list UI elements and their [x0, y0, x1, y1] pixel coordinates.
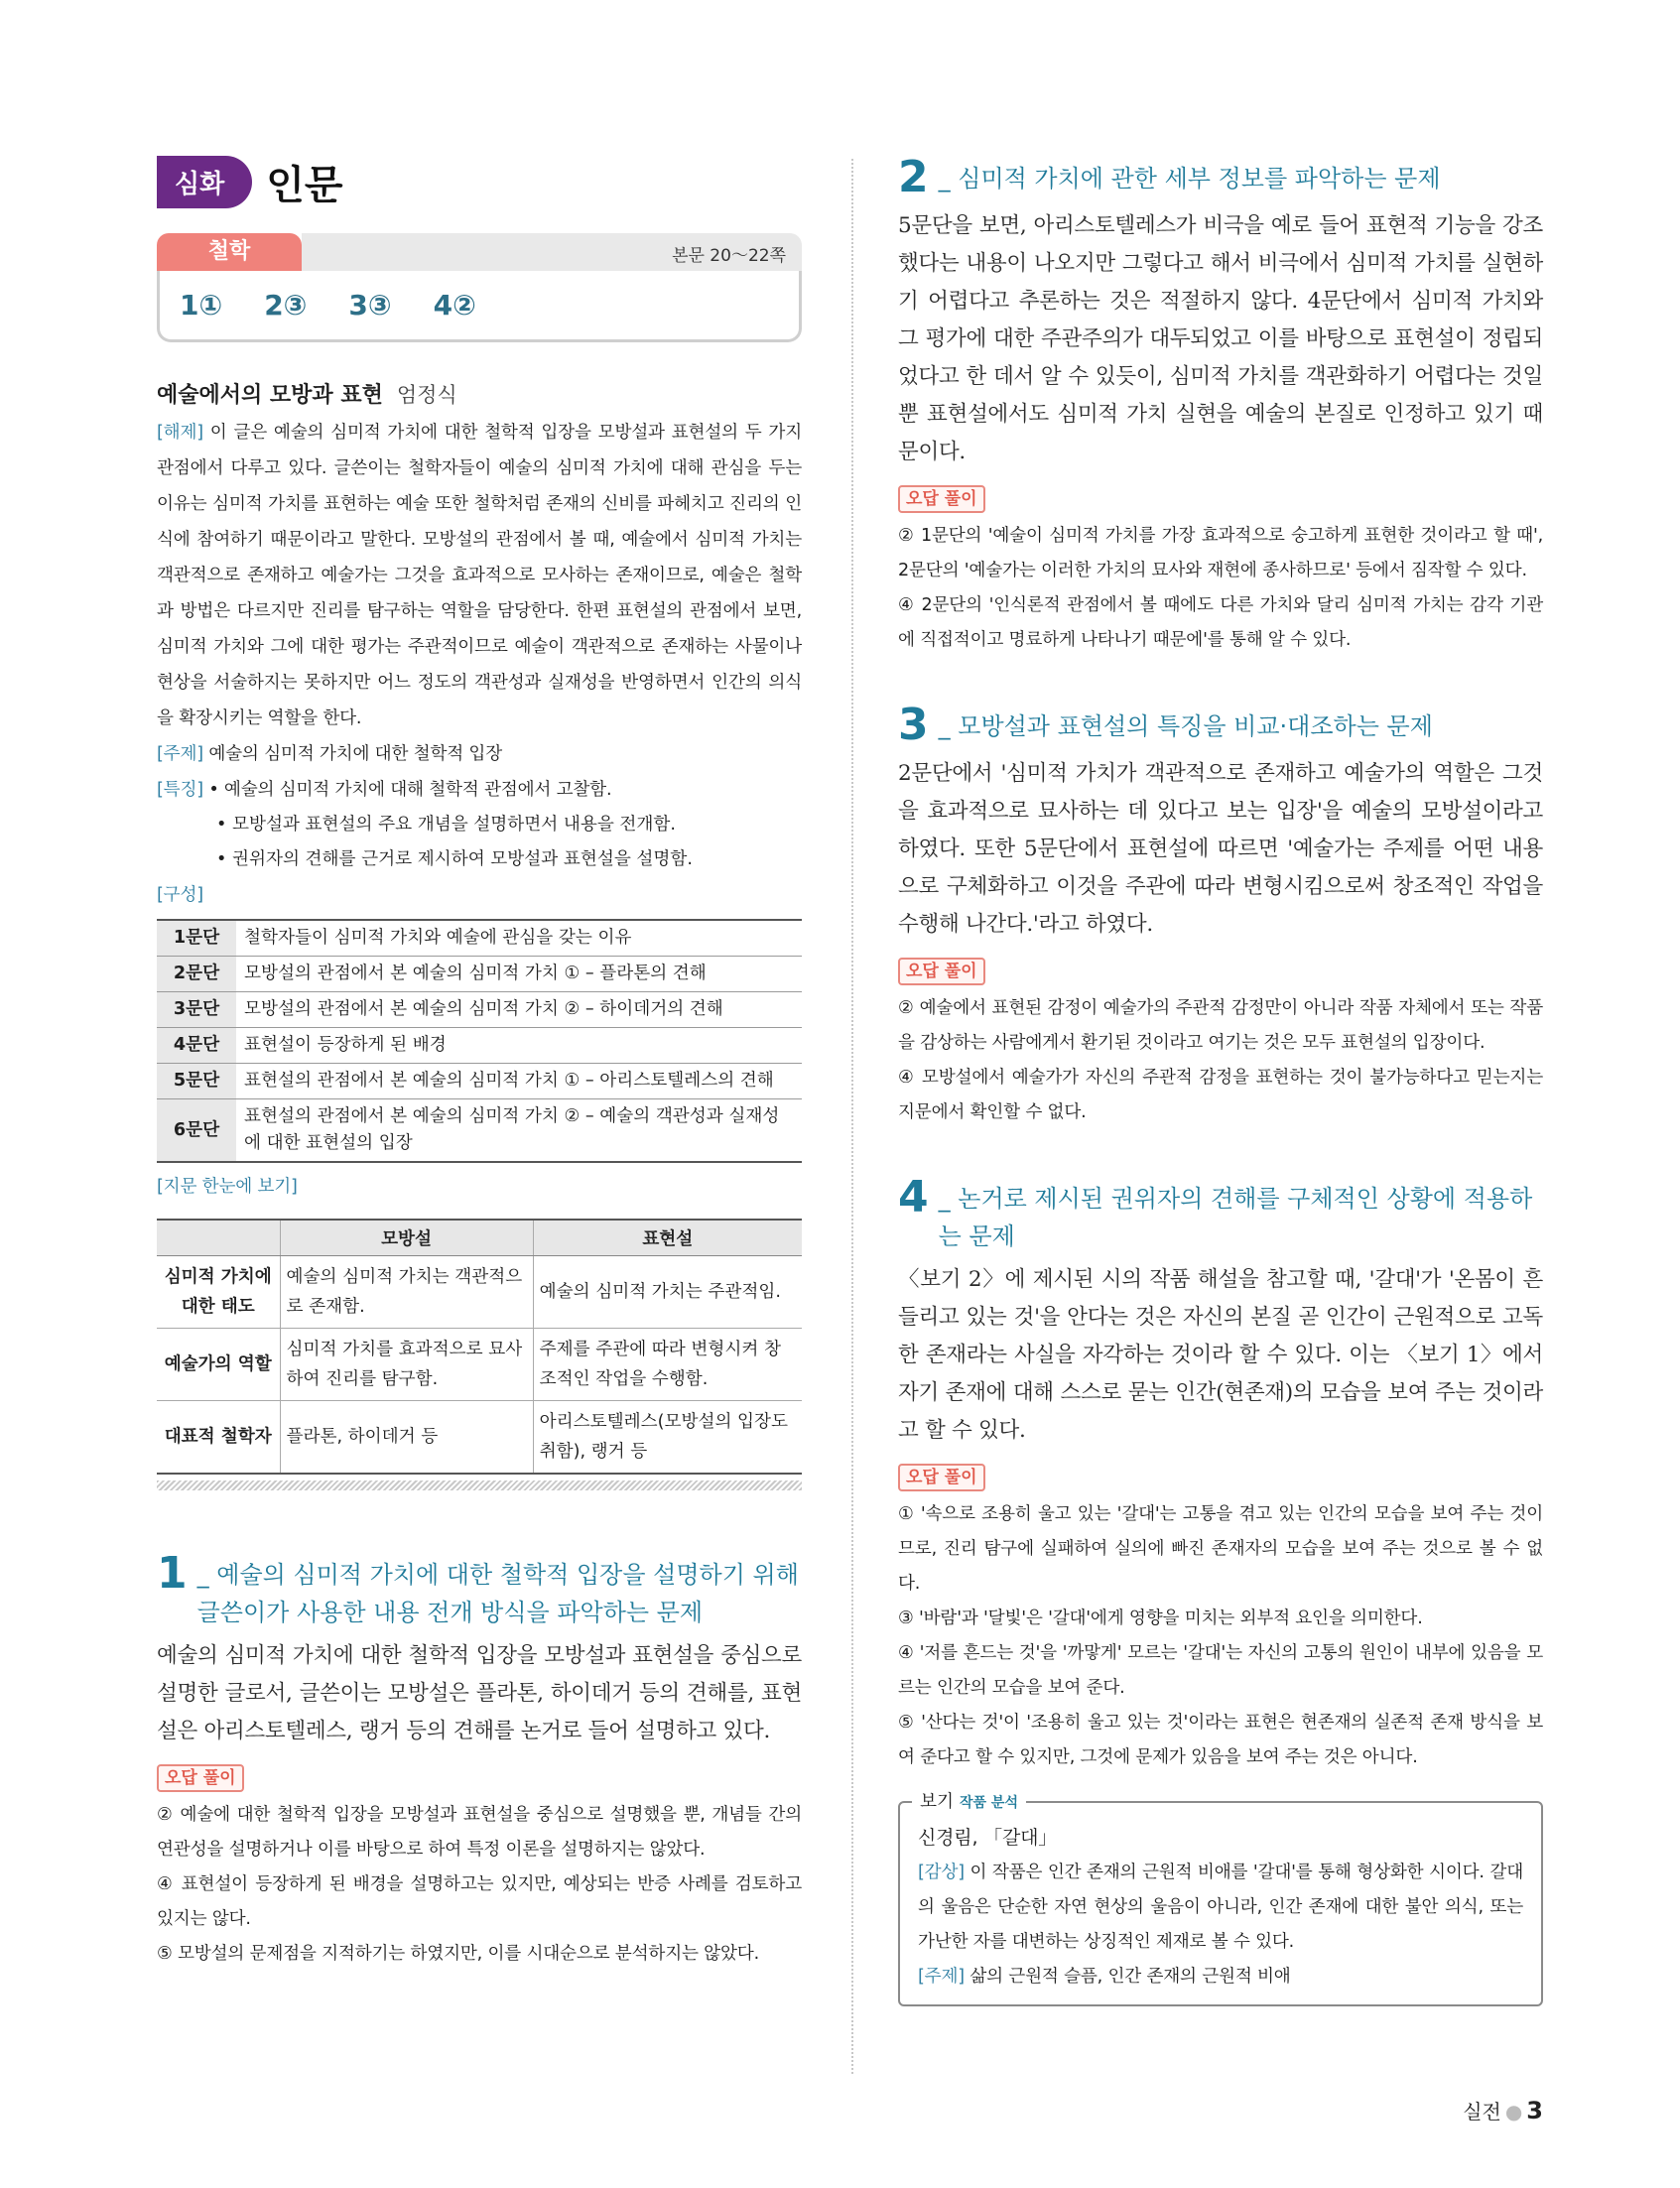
haeje-tag: [해제] [157, 423, 203, 443]
table-cell: 예술의 심미적 가치는 주관적임. [533, 1255, 802, 1328]
juje-text: 예술의 심미적 가치에 대한 철학적 입장 [208, 744, 503, 764]
table-row [157, 957, 802, 992]
question-number: 3 [898, 700, 929, 750]
odab-item: ② 1문단의 '예술이 심미적 가치를 가장 효과적으로 숭고하게 표현한 것이라고 할 때', 2문단의 '예술가는 이러한 가치의 묘사와 재현에 종사하므로' 등에서 짐작할 수 있다. [898, 526, 1543, 580]
question-title: _ 심미적 가치에 관한 세부 정보를 파악하는 문제 [938, 165, 1441, 193]
gusung-line [157, 877, 802, 913]
table-header: 모방설 [280, 1220, 533, 1255]
table-cell: 심미적 가치를 효과적으로 묘사하여 진리를 탐구함. [280, 1328, 533, 1400]
haeje-paragraph [157, 415, 802, 736]
row-header: 대표적 철학자 [157, 1400, 280, 1474]
table-row [157, 1028, 802, 1064]
question-3-body: 2문단에서 '심미적 가치가 객관적으로 존재하고 예술가의 역할은 그것을 효과적으로 묘사하는 데 있다고 보는 입장'을 예술의 모방설이라고 하였다. 또한 5문단에서 표현설에 따르면 '예술가는 주제를 어떤 내용으로 구체화하고 이것을 주관에 따라 변형시킴으로써 창조적인 작업을 수행해 나간다.'라고 하였다. [898, 761, 1543, 937]
table-header: 표현설 [533, 1220, 802, 1255]
level-pill: 심화 [157, 156, 252, 208]
table-cell: 5문단 [157, 1064, 236, 1099]
table-cell: 3문단 [157, 992, 236, 1028]
table-row [157, 1400, 802, 1474]
bogi-box [898, 1792, 1543, 2006]
bogi-work: 신경림, 「갈대」 [918, 1827, 1058, 1849]
table-cell: 1문단 [157, 920, 236, 957]
left-column [157, 154, 802, 1972]
bogi-juje-tag: [주제] [918, 1967, 965, 1987]
table-cell: 철학자들이 심미적 가치와 예술에 관심을 갖는 이유 [236, 920, 802, 957]
table-row [157, 1328, 802, 1400]
question-1-header [157, 1547, 802, 1631]
question-4-body: 〈보기 2〉에 제시된 시의 작품 해설을 참고할 때, '갈대'가 '온몸이 흔들리고 있는 것'을 안다는 것은 자신의 본질 곧 인간이 근원적으로 고독한 존재라는 사실을 자각하는 것이라 할 수 있다. 이는 〈보기 1〉에서 자기 존재에 대해 스스로 묻는 인간(현존재)의 모습을 보여 주는 것이라고 할 수 있다. [898, 1267, 1543, 1443]
table-header [157, 1220, 280, 1255]
question-title: _ 모방설과 표현설의 특징을 비교·대조하는 문제 [938, 712, 1433, 740]
overview-line [157, 1169, 802, 1205]
table-cell: 주제를 주관에 따라 변형시켜 창조적인 작업을 수행함. [533, 1328, 802, 1400]
haeje-text: 이 글은 예술의 심미적 가치에 대한 철학적 입장을 모방설과 표현설의 두 가지 관점에서 다루고 있다. 글쓴이는 철학자들이 예술의 심미적 가치에 대해 관심을 두는 이유는 심미적 가치를 표현하는 예술 또한 철학처럼 존재의 신비를 파헤치고 진리의 인식에 참여하기 때문이라고 말한다. 모방설의 관점에서 볼 때, 예술에서 심미적 가치는 객관적으로 존재하고 예술가는 그것을 효과적으로 모사하는 존재이므로, 예술은 철학과 방법은 다르지만 진리를 탐구하는 역할을 담당한다. 한편 표현설의 관점에서 보면, 심미적 가치와 그에 대한 평가는 주관적이므로 예술이 객관적으로 존재하는 사물이나 현상을 서술하지는 못하지만 어느 정도의 객관성과 실재성을 반영하면서 인간의 의식을 확장시키는 역할을 한다. [157, 423, 802, 728]
feature-item: • 예술의 심미적 가치에 대해 철학적 관점에서 고찰함. [208, 780, 612, 800]
odab-item: ③ '바람'과 '달빛'은 '갈대'에게 영향을 미치는 외부적 요인을 의미한다. [898, 1609, 1423, 1628]
right-column [898, 154, 1543, 2006]
odab-item: ⑤ 모방설의 문제점을 지적하기는 하였지만, 이를 시대순으로 분석하지는 않았다. [157, 1943, 759, 1964]
features [157, 772, 802, 808]
juje-line [157, 736, 802, 772]
question-title: _ 논거로 제시된 권위자의 견해를 구체적인 상황에 적용하는 문제 [938, 1185, 1533, 1250]
passage-source [157, 378, 802, 409]
answer-4: 4② [433, 289, 476, 322]
question-2-body: 5문단을 보면, 아리스토텔레스가 비극을 예로 들어 표현적 기능을 강조했다는 내용이 나오지만 그렇다고 해서 비극에서 심미적 가치를 실현하기 어렵다고 추론하는 것은 적절하지 않다. 4문단에서 심미적 가치와 그 평가에 대한 주관주의가 대두되었고 이를 바탕으로 표현설이 정립되었다고 한 데서 알 수 있듯이, 심미적 가치를 객관화하기 어렵다는 것일 뿐 표현설에서도 심미적 가치 실현을 예술의 본질로 인정하고 있기 때문이다. [898, 213, 1543, 464]
odab-item: ⑤ '산다는 것'이 '조용히 울고 있는 것'이라는 표현은 현존재의 실존적 존재 방식을 보여 준다고 할 수 있지만, 그것에 문제가 있음을 보여 주는 것은 아니다. [898, 1713, 1543, 1767]
table-cell: 표현설의 관점에서 본 예술의 심미적 가치 ② – 예술의 객관성과 실재성에 대한 표현설의 입장 [236, 1099, 802, 1163]
section-header [157, 154, 802, 209]
table-cell: 예술의 심미적 가치는 객관적으로 존재함. [280, 1255, 533, 1328]
question-number: 1 [157, 1547, 188, 1599]
page-number: 3 [1526, 2097, 1543, 2124]
table-cell: 플라톤, 하이데거 등 [280, 1400, 533, 1474]
feature-item: • 권위자의 견해를 근거로 제시하여 모방설과 표현설을 설명함. [216, 849, 694, 869]
table-header-row [157, 1220, 802, 1255]
odab-item: ④ 2문단의 '인식론적 관점에서 볼 때에도 다른 가치와 달리 심미적 가치는 감각 기관에 직접적이고 명료하게 나타나기 때문에'를 통해 알 수 있다. [898, 595, 1543, 650]
footer-dot: ● [1504, 2100, 1523, 2124]
page-range: 본문 20～22쪽 [672, 246, 786, 266]
gamsang-text: 이 작품은 인간 존재의 근원적 비애를 '갈대'를 통해 형상화한 시이다. 갈대의 울음은 단순한 자연 현상의 울음이 아니라, 인간 존재에 대한 불안 의식, 또는 가난한 자를 대변하는 상징적인 제재로 볼 수 있다. [918, 1863, 1523, 1952]
question-number: 2 [898, 152, 929, 202]
bogi-juje [918, 1960, 1523, 1995]
page-footer [1463, 2096, 1543, 2124]
table-row [157, 992, 802, 1028]
answer-3: 3③ [348, 289, 392, 322]
table-cell: 4문단 [157, 1028, 236, 1064]
hatch-divider [157, 1480, 802, 1490]
juje-tag: [주제] [157, 744, 203, 764]
table-row [157, 1255, 802, 1328]
question-number: 4 [898, 1172, 929, 1223]
odab-item: ② 예술에 대한 철학적 입장을 모방설과 표현설을 중심으로 설명했을 뿐, 개념들 간의 연관성을 설명하거나 이를 바탕으로 하여 특정 이론을 설명하지는 않았다. [157, 1804, 802, 1860]
question-2-header [898, 154, 1543, 201]
table-cell: 모방설의 관점에서 본 예술의 심미적 가치 ② – 하이데거의 견해 [236, 992, 802, 1028]
feature-item: • 모방설과 표현설의 주요 개념을 설명하면서 내용을 전개함. [216, 815, 677, 835]
odab-item: ② 예술에서 표현된 감정이 예술가의 주관적 감정만이 아니라 작품 자체에서 또는 작품을 감상하는 사람에게서 환기된 것이라고 여기는 것은 모두 표현설의 입장이다. [898, 998, 1543, 1053]
bogi-label-text: 보기 [920, 1792, 954, 1812]
section-title: 인문 [266, 162, 343, 208]
answer-2: 2③ [264, 289, 308, 322]
odab-label: 오답 풀이 [157, 1764, 244, 1792]
structure-table [157, 919, 802, 1163]
comparison-table [157, 1219, 802, 1475]
gusung-tag: [구성] [157, 885, 203, 905]
table-row [157, 1064, 802, 1099]
answer-box [157, 233, 802, 344]
table-cell: 모방설의 관점에서 본 예술의 심미적 가치 ① – 플라톤의 견해 [236, 957, 802, 992]
gamsang-tag: [감상] [918, 1863, 965, 1882]
odab-label: 오답 풀이 [898, 958, 985, 985]
bogi-juje-text: 삶의 근원적 슬픔, 인간 존재의 근원적 비애 [969, 1967, 1291, 1987]
row-header: 심미적 가치에 대한 태도 [157, 1255, 280, 1328]
passage-title: 예술에서의 모방과 표현 [157, 383, 383, 408]
teukjing-tag: [특징] [157, 780, 203, 800]
column-divider [851, 159, 853, 2074]
subject-tab: 철학 [157, 233, 302, 271]
footer-label: 실전 [1463, 2100, 1501, 2124]
odab-item: ④ 표현설이 등장하게 된 배경을 설명하고는 있지만, 예상되는 반증 사례를 검토하고 있지는 않다. [157, 1873, 802, 1929]
table-cell: 표현설이 등장하게 된 배경 [236, 1028, 802, 1064]
table-cell: 아리스토텔레스(모방설의 입장도 취함), 랭거 등 [533, 1400, 802, 1474]
row-header: 예술가의 역할 [157, 1328, 280, 1400]
odab-item: ④ 모방설에서 예술가가 자신의 주관적 감정을 표현하는 것이 불가능하다고 믿는지는 지문에서 확인할 수 없다. [898, 1068, 1543, 1122]
odab-item: ① '속으로 조용히 울고 있는 '갈대'는 고통을 겪고 있는 인간의 모습을 보여 주는 것이므로, 진리 탐구에 실패하여 실의에 빠진 존재자의 모습을 보여 주는 것으로 볼 수 없다. [898, 1504, 1543, 1594]
question-4-header [898, 1174, 1543, 1255]
bogi-chip: 작품 분석 [960, 1795, 1018, 1811]
question-3-header [898, 702, 1543, 749]
table-row [157, 920, 802, 957]
answer-1: 1① [180, 289, 223, 322]
odab-label: 오답 풀이 [898, 1464, 985, 1491]
question-1-body: 예술의 심미적 가치에 대한 철학적 입장을 모방설과 표현설을 중심으로 설명한 글로서, 글쓴이는 모방설은 플라톤, 하이데거 등의 견해를, 표현설은 아리스토텔레스, 랭거 등의 견해를 논거로 들어 설명하고 있다. [157, 1642, 802, 1743]
overview-tag: [지문 한눈에 보기] [157, 1177, 298, 1197]
bogi-gamsang [918, 1856, 1523, 1960]
table-cell: 표현설의 관점에서 본 예술의 심미적 가치 ① – 아리스토텔레스의 견해 [236, 1064, 802, 1099]
passage-author: 엄정식 [396, 383, 457, 407]
odab-label: 오답 풀이 [898, 485, 985, 513]
question-title: _ 예술의 심미적 가치에 대한 철학적 입장을 설명하기 위해 글쓴이가 사용한 내용 전개 방식을 파악하는 문제 [196, 1560, 799, 1626]
bogi-label [912, 1788, 1026, 1813]
table-cell: 2문단 [157, 957, 236, 992]
table-row [157, 1099, 802, 1163]
odab-item: ④ '저를 흔드는 것'을 '까맣게' 모르는 '갈대'는 자신의 고통의 원인이 내부에 있음을 모르는 인간의 모습을 보여 준다. [898, 1643, 1543, 1698]
table-cell: 6문단 [157, 1099, 236, 1163]
